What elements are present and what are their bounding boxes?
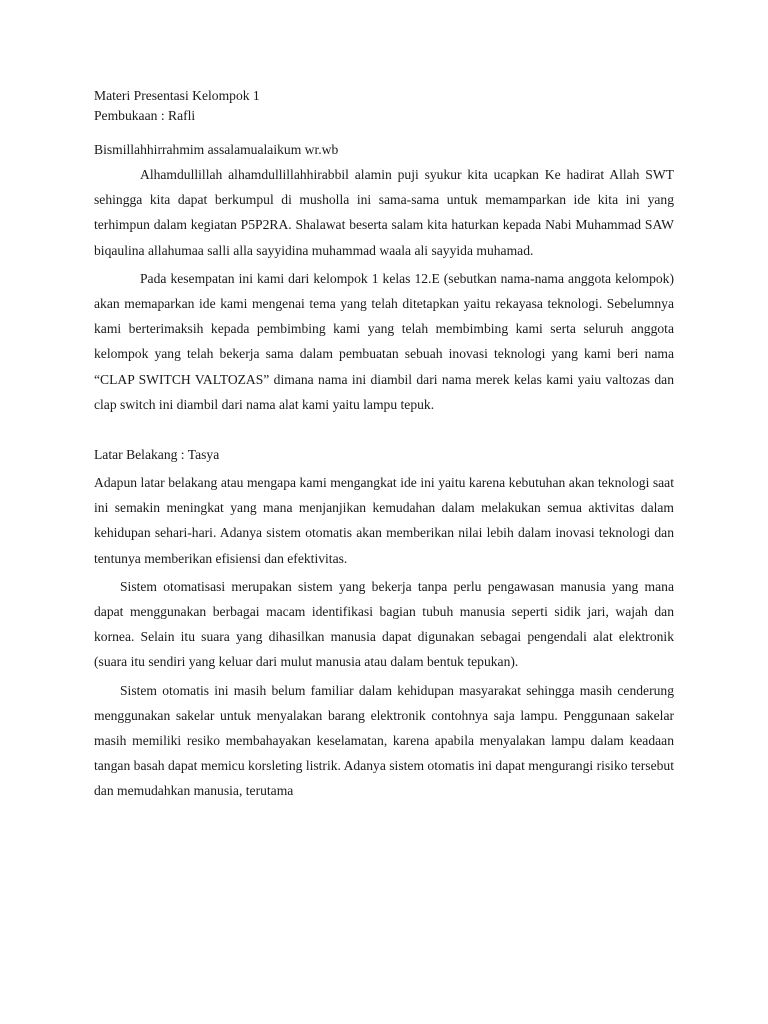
background-paragraph-2: Sistem otomatisasi merupakan sistem yang bekerja tanpa perlu pengawasan manusia yang mana dapat menggunakan berbagai macam identifikasi bagian tubuh manusia seperti sidik jari, wajah dan kornea. Selain itu suara yang dihasilkan manusia dapat digunakan sebagai pengendali alat elektronik (suara itu sendiri yang keluar dari mulut manusia atau dalam bentuk tepukan).	[94, 578, 674, 670]
greeting-line: Bismillahhirrahmim assalamualaikum wr.wb	[94, 142, 339, 157]
opening-paragraph-1: Alhamdullillah alhamdullillahhirabbil alamin puji syukur kita ucapkan Ke hadirat Allah SWT sehingga kita dapat berkumpul di musholla ini sama-sama untuk memamparkan ide kita ini yang terhimpun dalam kegiatan P5P2RA. Shalawat beserta salam kita haturkan kepada Nabi Muhammad SAW biqaulina allahumaa salli alla sayyidina muhammad waala ali sayyida muhamad.	[94, 167, 674, 258]
spacer	[94, 417, 674, 445]
opening-paragraph-2: Pada kesempatan ini kami dari kelompok 1 kelas 12.E (sebutkan nama-nama anggota kelompok) akan memaparkan ide kami mengenai tema yang telah ditetapkan yaitu rekayasa teknologi. Sebelumnya kami berterimaksih kepada pembimbing kami yang telah membimbing kami serta seluruh anggota kelompok yang telah bekerja sama dalam pembuatan sebuah inovasi teknologi yang kami beri nama “CLAP SWITCH VALTOZAS” dimana nama ini diambil dari nama merek kelas kami yaiu valtozas dan clap switch ini diambil dari nama alat kami yaitu lampu tepuk.	[94, 270, 674, 412]
opening-presenter-line: Pembukaan : Rafli	[94, 108, 196, 123]
section-heading-latar-belakang: Latar Belakang : Tasya	[94, 447, 220, 463]
background-paragraph-3: Sistem otomatis ini masih belum familiar dalam kehidupan masyarakat sehingga masih cenderung menggunakan sakelar untuk menyalakan barang elektronik contohnya saja lampu. Penggunaan sakelar masih memiliki resiko membahayakan keselamatan, karena apabila menyalakan lampu dalam keadaan tangan basah dapat memicu korsleting listrik. Adanya sistem otomatis ini dapat mengurangi risiko tersebut dan memudahkan manusia, terutama	[94, 682, 674, 799]
spacer	[94, 126, 674, 140]
background-paragraph-1: Adapun latar belakang atau mengapa kami mengangkat ide ini yaitu karena kebutuhan akan teknologi saat ini semakin meningkat yang mana menjanjikan kemudahan dalam melakukan semua aktivitas dalam kehidupan sehari-hari. Adanya sistem otomatis akan memberikan nilai lebih dalam inovasi teknologi dan tentunya memberikan efisiensi dan efektivitas.	[94, 475, 674, 566]
document-title-line: Materi Presentasi Kelompok 1	[94, 88, 260, 103]
